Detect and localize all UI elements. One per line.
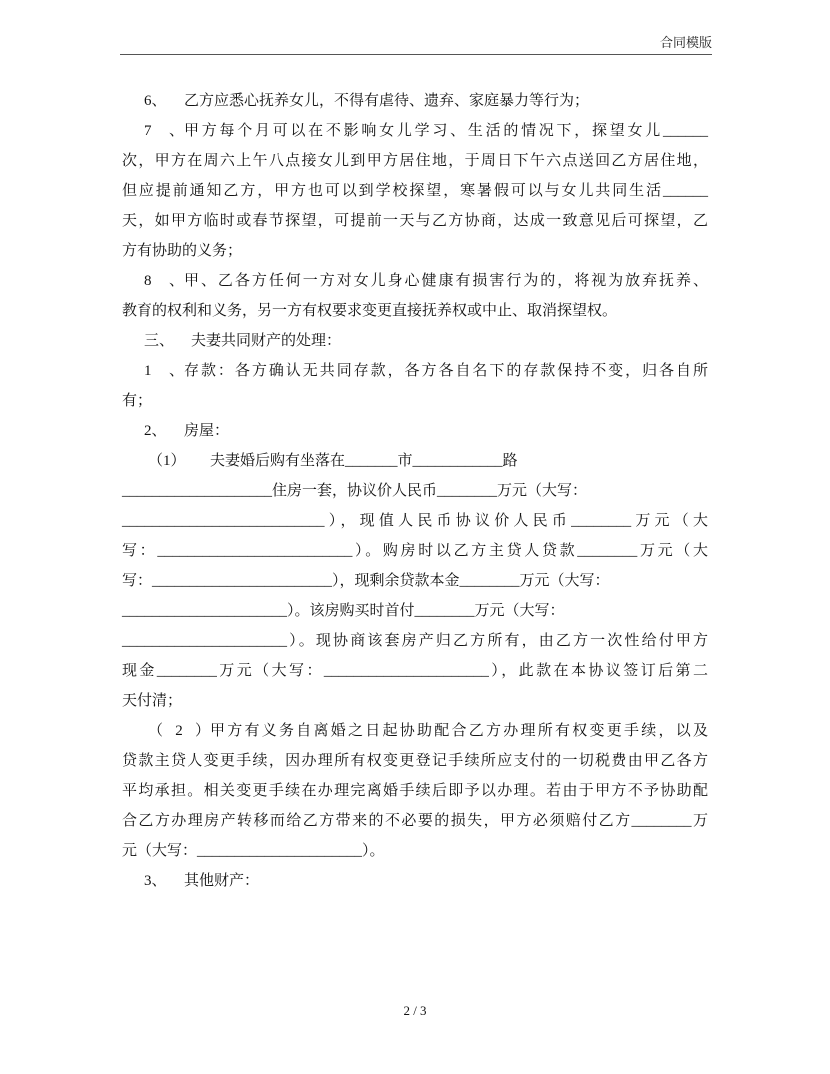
text-line: 有； bbox=[122, 393, 153, 409]
line-text: 夫妻共同财产的处理： bbox=[191, 333, 342, 349]
subitem-2 bbox=[122, 716, 708, 746]
clause-7 bbox=[122, 116, 708, 146]
line-text: 房屋： bbox=[184, 423, 230, 439]
text-line: 方有协助的义务； bbox=[122, 243, 243, 259]
header-title: 合同模版 bbox=[659, 35, 712, 50]
item-2-house bbox=[122, 416, 708, 446]
text-line: 合乙方办理房产转移而给乙方带来的不必要的损失，甲方必须赔付乙方________万 bbox=[122, 813, 708, 829]
text-line: 次，甲方在周六上午八点接女儿到甲方居住地，于周日下午六点送回乙方居住地， bbox=[122, 153, 708, 169]
section-3-heading bbox=[122, 326, 708, 356]
clause-number: （2） bbox=[148, 723, 210, 739]
text-line: 教育的权利和义务，另一方有权要求变更直接抚养权或中止、取消探望权。 bbox=[122, 303, 618, 319]
text-line: 元（大写：______________________）。 bbox=[122, 843, 385, 859]
line-text: 甲、乙各方任何一方对女儿身心健康有损害行为的，将视为放弃抚养、 bbox=[184, 273, 708, 289]
clause-number: 1、 bbox=[144, 363, 184, 379]
text-line: 贷款主贷人变更手续，因办理所有权变更登记手续所应支付的一切税费由甲乙各方 bbox=[122, 753, 708, 769]
clause-number: 2、 bbox=[144, 423, 167, 439]
clause-number: 3、 bbox=[144, 873, 167, 889]
page-header bbox=[120, 34, 712, 55]
text-line: 写：________________________），现剩余贷款本金________万元（大写： bbox=[122, 573, 610, 589]
line-text: 夫妻婚后购有坐落在_______市____________路 bbox=[210, 453, 518, 469]
line-text: 乙方应悉心抚养女儿，不得有虐待、遗弃、家庭暴力等行为； bbox=[184, 93, 590, 109]
page-number: 2 / 3 bbox=[403, 1003, 427, 1018]
subitem-1 bbox=[122, 446, 708, 476]
clause-number: 6、 bbox=[144, 93, 167, 109]
line-text: 甲方每个月可以在不影响女儿学习、生活的情况下，探望女儿______ bbox=[184, 123, 708, 139]
text-line: ______________________）。该房购买时首付________万元（大写： bbox=[122, 603, 565, 619]
section-number: 三、 bbox=[144, 333, 175, 349]
clause-number: （1） bbox=[148, 453, 186, 469]
clause-8 bbox=[122, 266, 708, 296]
text-line: 现金________万元（大写：______________________），此款在本协议签订后第二 bbox=[122, 663, 708, 679]
item-1-deposits bbox=[122, 356, 708, 386]
line-text: 存款：各方确认无共同存款，各方各自名下的存款保持不变，归各自所 bbox=[184, 363, 708, 379]
clause-number: 7、 bbox=[144, 123, 184, 139]
text-line: ______________________）。现协商该套房产归乙方所有，由乙方一次性给付甲方 bbox=[122, 633, 708, 649]
clause-6 bbox=[122, 86, 708, 116]
line-text: 甲方有义务自离婚之日起协助配合乙方办理所有权变更手续，以及 bbox=[210, 723, 708, 739]
text-line: 写：__________________________）。购房时以乙方主贷人贷款________万元（大 bbox=[122, 543, 708, 559]
clause-number: 8、 bbox=[144, 273, 184, 289]
text-line: ___________________________），现值人民币协议价人民币________万元（大 bbox=[122, 513, 708, 529]
text-line: 天，如甲方临时或春节探望，可提前一天与乙方协商，达成一致意见后可探望，乙 bbox=[122, 213, 708, 229]
item-3-other-property bbox=[122, 866, 708, 896]
text-line: 但应提前通知乙方，甲方也可以到学校探望，寒暑假可以与女儿共同生活______ bbox=[122, 183, 708, 199]
text-line: 平均承担。相关变更手续在办理完离婚手续后即予以办理。若由于甲方不予协助配 bbox=[122, 783, 708, 799]
text-line: ____________________住房一套，协议价人民币________万元（大写： bbox=[122, 483, 588, 499]
document-body bbox=[122, 86, 708, 896]
text-line: 天付清； bbox=[122, 693, 183, 709]
line-text: 其他财产： bbox=[184, 873, 260, 889]
